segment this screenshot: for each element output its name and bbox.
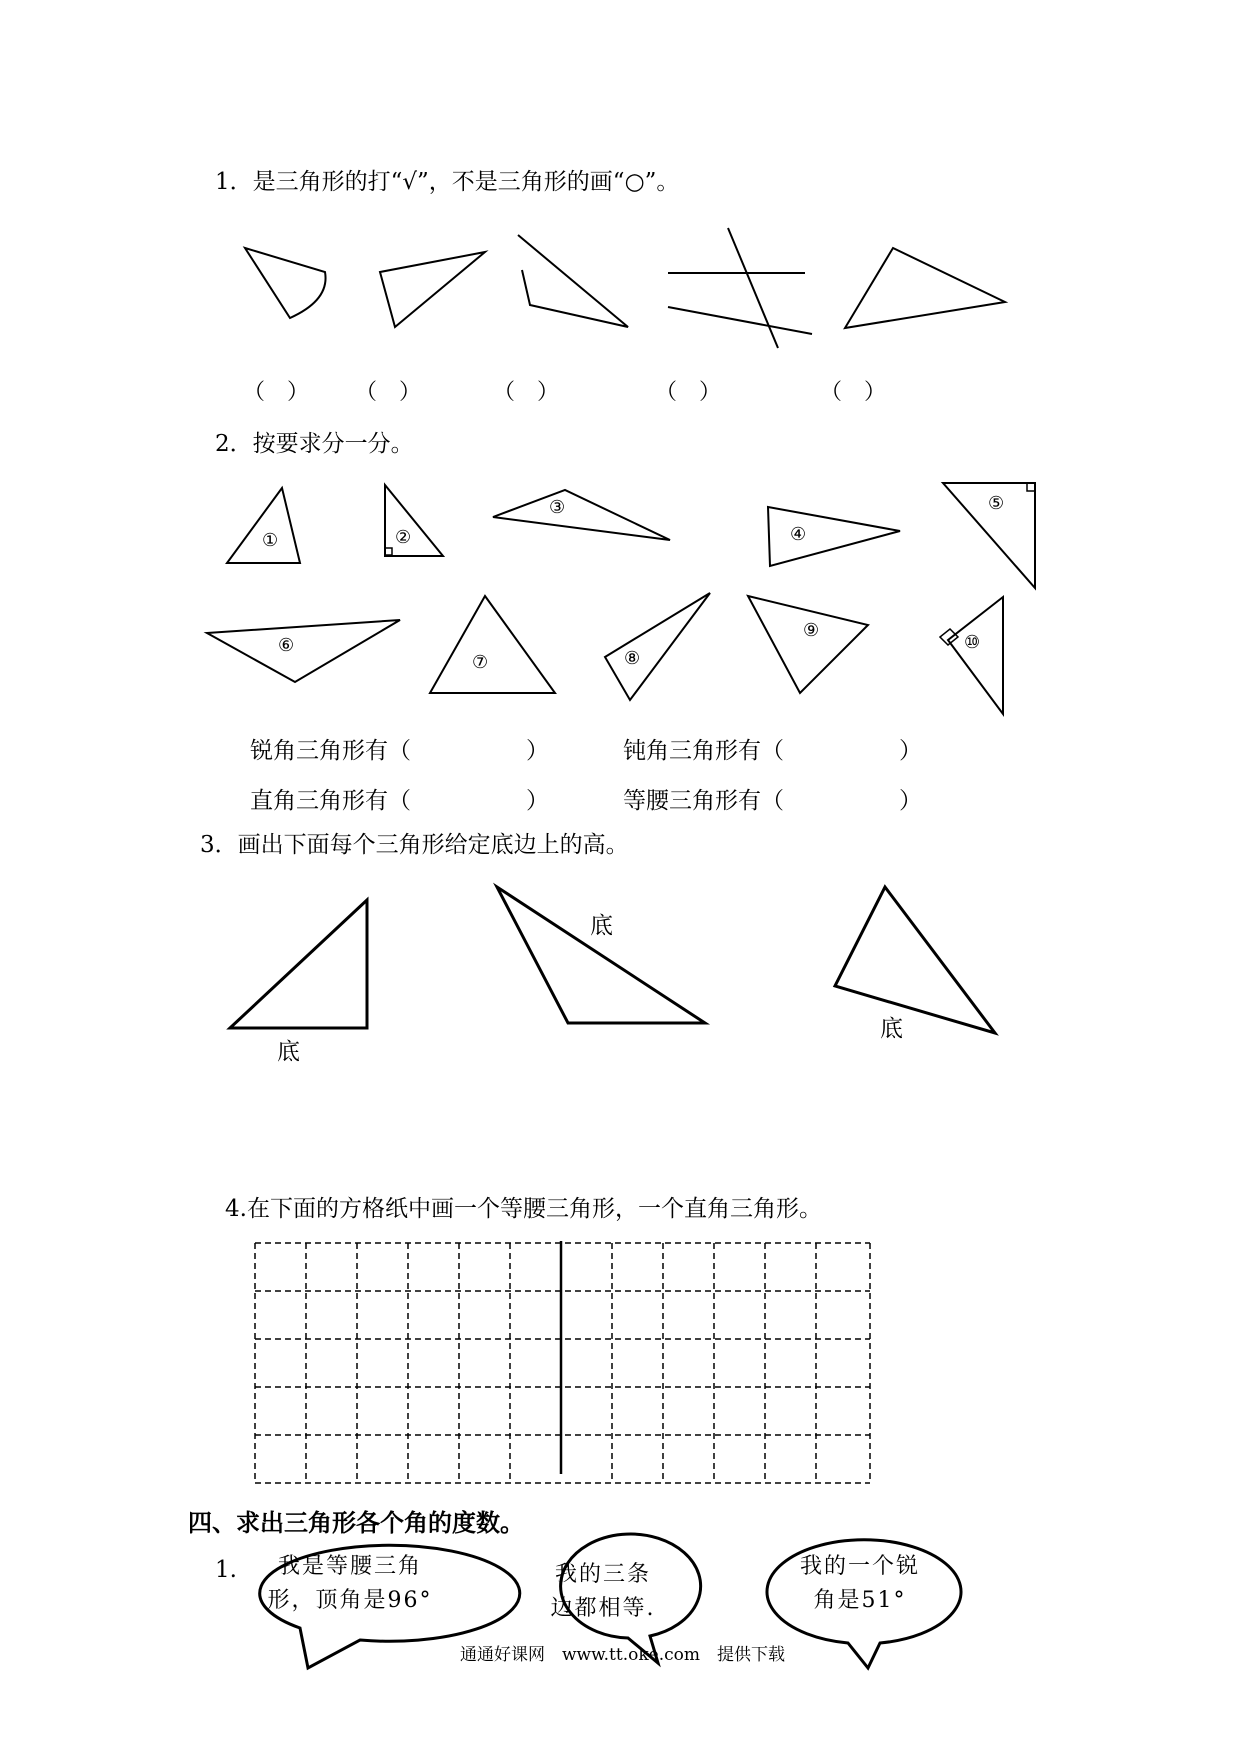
bubble-3-line-2: 角是51° bbox=[813, 1588, 907, 1613]
q2-label-4: ④ bbox=[790, 524, 807, 545]
bubble-3-text bbox=[790, 1550, 930, 1618]
q1-instruction: 1．是三角形的打“√”，不是三角形的画“○”。 bbox=[215, 169, 680, 195]
bubble-2-line-1: 我的三条 bbox=[554, 1562, 651, 1587]
bubble-3-line-1: 我的一个锐 bbox=[799, 1554, 920, 1579]
q2-label-9: ⑨ bbox=[803, 620, 820, 641]
q3-base-label-3: 底 bbox=[880, 1016, 903, 1042]
q2-label-8: ⑧ bbox=[624, 648, 641, 669]
bubble-2-text bbox=[548, 1558, 658, 1626]
q2-acute-answer[interactable]: 锐角三角形有（ ） bbox=[250, 738, 549, 764]
q1-answer-4[interactable]: （ ） bbox=[655, 380, 722, 405]
q1-shape-1-curved bbox=[245, 248, 326, 318]
q2-triangle-8 bbox=[605, 593, 710, 700]
q2-triangle-4 bbox=[768, 507, 900, 566]
q1-answer-3[interactable]: （ ） bbox=[493, 380, 560, 405]
q2-triangle-6 bbox=[207, 620, 400, 682]
bubble-1-text bbox=[255, 1550, 445, 1618]
q1-shape-5-triangle bbox=[845, 248, 1005, 328]
q1-shape-3-open bbox=[518, 235, 628, 327]
bubble-1-line-1: 我是等腰三角 bbox=[277, 1554, 422, 1579]
q2-triangle-7 bbox=[430, 596, 555, 693]
q1-shape-2-triangle bbox=[380, 252, 485, 327]
q2-triangle-9 bbox=[748, 596, 868, 693]
q1-answer-1[interactable]: （ ） bbox=[243, 380, 310, 405]
q2-label-5: ⑤ bbox=[988, 493, 1005, 514]
q3-triangle-3 bbox=[835, 887, 995, 1033]
q2-triangle-10 bbox=[948, 597, 1003, 714]
q2-label-6: ⑥ bbox=[278, 635, 295, 656]
q1-answer-5[interactable]: （ ） bbox=[820, 380, 887, 405]
q2-label-2: ② bbox=[395, 527, 412, 548]
q2-obtuse-answer[interactable]: 钝角三角形有（ ） bbox=[623, 738, 922, 764]
section-4-item-number: 1. bbox=[215, 1557, 237, 1583]
q2-label-7: ⑦ bbox=[472, 652, 489, 673]
q2-triangle-2-right-angle bbox=[385, 548, 392, 555]
bubble-2-line-2: 边都相等. bbox=[550, 1596, 656, 1621]
q4-instruction: 4.在下面的方格纸中画一个等腰三角形，一个直角三角形。 bbox=[225, 1196, 822, 1222]
q2-triangle-5-right-angle bbox=[1027, 483, 1035, 491]
q4-grid bbox=[255, 1243, 870, 1483]
q2-label-10: ⑩ bbox=[964, 632, 981, 653]
q2-triangle-3 bbox=[493, 490, 670, 540]
q2-label-3: ③ bbox=[549, 497, 566, 518]
q3-base-label-1: 底 bbox=[277, 1039, 300, 1065]
q2-triangle-2 bbox=[385, 485, 443, 556]
q2-right-answer[interactable]: 直角三角形有（ ） bbox=[250, 788, 549, 814]
q3-triangle-1 bbox=[230, 900, 367, 1028]
section-4-title: 四、求出三角形各个角的度数。 bbox=[188, 1509, 524, 1537]
q2-triangle-1 bbox=[227, 488, 300, 563]
footer-credit: 通通好课网 www.tt.oke.com 提供下载 bbox=[460, 1645, 785, 1665]
q3-instruction: 3．画出下面每个三角形给定底边上的高。 bbox=[200, 832, 629, 858]
bubble-1-line-2: 形，顶角是96° bbox=[267, 1588, 433, 1613]
q1-shape-4-lines bbox=[668, 228, 812, 348]
q2-label-1: ① bbox=[262, 530, 279, 551]
q2-instruction: 2．按要求分一分。 bbox=[215, 431, 414, 457]
q3-base-label-2: 底 bbox=[590, 913, 613, 939]
q1-answer-2[interactable]: （ ） bbox=[355, 380, 422, 405]
q2-isosceles-answer[interactable]: 等腰三角形有（ ） bbox=[623, 788, 922, 814]
